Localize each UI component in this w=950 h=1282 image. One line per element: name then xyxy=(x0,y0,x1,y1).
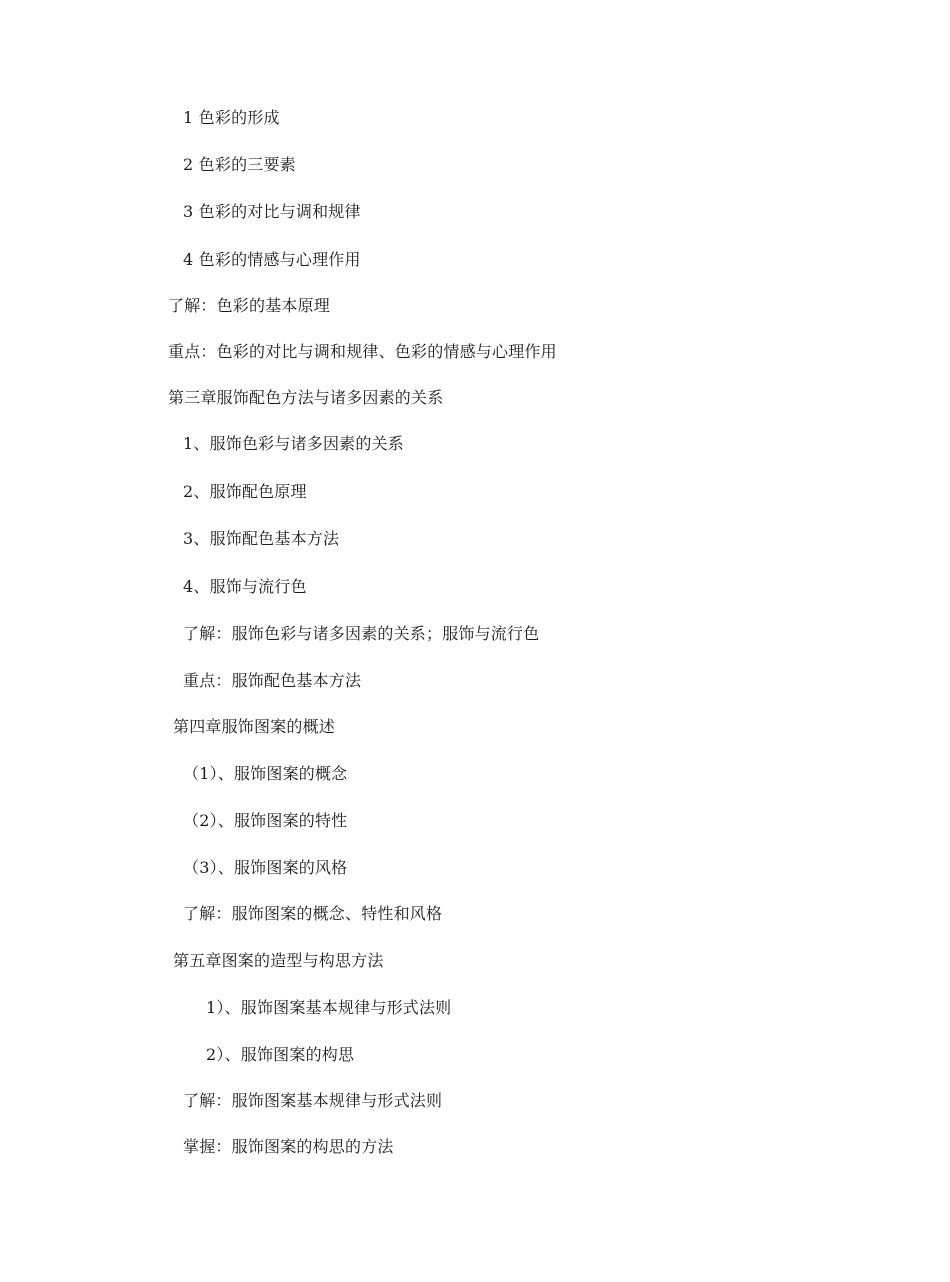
text-line: （1）、服饰图案的概念 xyxy=(183,764,348,783)
text-line: （3）、服饰图案的风格 xyxy=(183,858,348,877)
text-line: 了解：服饰图案的概念、特性和风格 xyxy=(183,904,443,923)
text-line: 4、服饰与流行色 xyxy=(183,577,307,596)
text-line: 1、服饰色彩与诸多因素的关系 xyxy=(183,434,404,453)
text-line: 了解：服饰图案基本规律与形式法则 xyxy=(183,1091,443,1110)
text-line: 2）、服饰图案的构思 xyxy=(206,1045,355,1064)
text-line: （2）、服饰图案的特性 xyxy=(183,811,348,830)
text-line: 重点：服饰配色基本方法 xyxy=(183,671,362,690)
text-line: 3 色彩的对比与调和规律 xyxy=(183,202,361,221)
text-line: 2 色彩的三要素 xyxy=(183,155,296,174)
text-line: 掌握：服饰图案的构思的方法 xyxy=(183,1137,394,1156)
text-line: 重点：色彩的对比与调和规律、色彩的情感与心理作用 xyxy=(168,342,557,361)
text-line: 2、服饰配色原理 xyxy=(183,482,307,501)
text-line: 4 色彩的情感与心理作用 xyxy=(183,250,361,269)
chapter-heading: 第四章服饰图案的概述 xyxy=(173,717,336,736)
chapter-heading: 第三章服饰配色方法与诸多因素的关系 xyxy=(168,388,444,407)
text-line: 1 色彩的形成 xyxy=(183,108,280,127)
text-line: 了解：服饰色彩与诸多因素的关系；服饰与流行色 xyxy=(183,624,540,643)
chapter-heading: 第五章图案的造型与构思方法 xyxy=(173,951,384,970)
text-line: 了解：色彩的基本原理 xyxy=(168,296,331,315)
text-line: 3、服饰配色基本方法 xyxy=(183,529,340,548)
text-line: 1）、服饰图案基本规律与形式法则 xyxy=(206,998,452,1017)
